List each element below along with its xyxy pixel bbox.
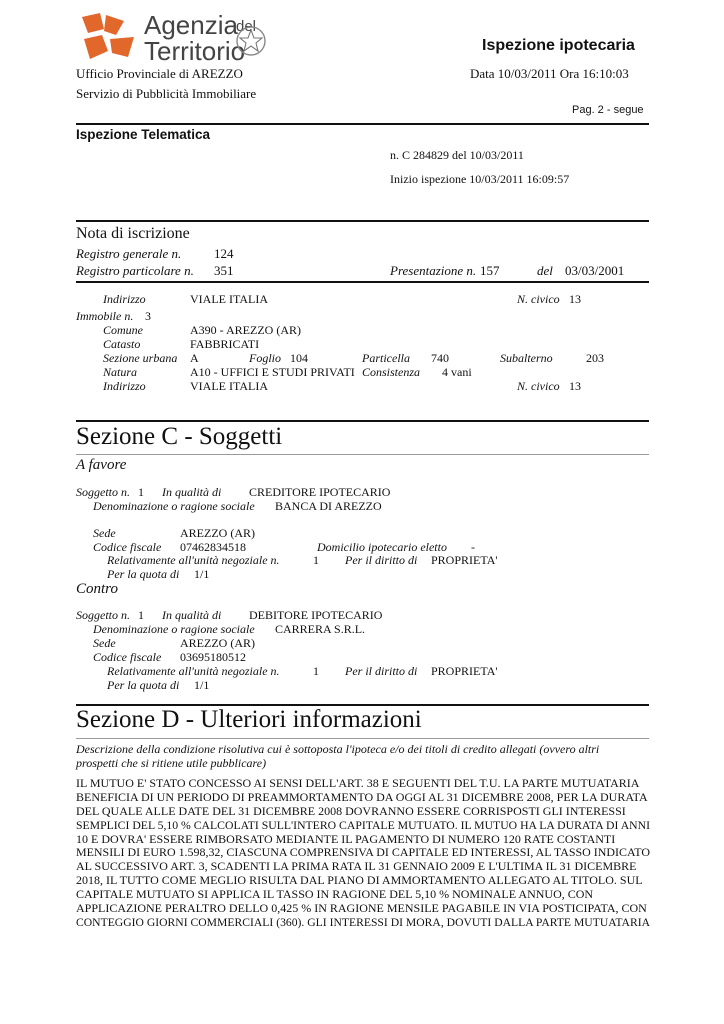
favore-domicilio-value: - — [471, 540, 475, 554]
particella-value: 740 — [431, 351, 449, 365]
favore-cf-label: Codice fiscale — [93, 540, 162, 554]
page-number: Pag. 2 - segue — [572, 104, 644, 116]
reg-part-label: Registro particolare n. — [76, 263, 194, 278]
text-line: IL MUTUO E' STATO CONCESSO AI SENSI DELL'ART. 38 E SEGUENTI DEL T.U. LA PARTE MUTUATARIA — [76, 776, 640, 790]
sezione-value: A — [190, 351, 199, 365]
foglio-value: 104 — [290, 351, 308, 365]
immobile-label: Immobile n. — [76, 309, 134, 323]
favore-sede-value: AREZZO (AR) — [180, 526, 255, 540]
subalterno-value: 203 — [586, 351, 604, 365]
favore-domicilio-label: Domicilio ipotecario eletto — [317, 540, 447, 554]
emblem-icon — [235, 24, 267, 58]
particella-label: Particella — [362, 351, 410, 365]
natura-value: A10 - UFFICI E STUDI PRIVATI — [190, 365, 355, 379]
contro-sede-label: Sede — [93, 636, 116, 650]
indirizzo-value: VIALE ITALIA — [190, 379, 269, 393]
contro-sede-value: AREZZO (AR) — [180, 636, 255, 650]
divider — [76, 420, 649, 422]
contro-qualita-label: In qualità di — [162, 608, 222, 622]
contro-quota-label: Per la quota di — [107, 678, 180, 692]
logo-text-territorio: Territorio — [144, 36, 246, 66]
document-type: Ispezione ipotecaria — [482, 37, 635, 54]
reg-gen-value: 124 — [214, 246, 234, 261]
consistenza-value: 4 vani — [442, 365, 472, 379]
contro-unita-label: Relativamente all'unità negoziale n. — [107, 664, 280, 678]
foglio-label: Foglio — [249, 351, 281, 365]
reg-part-value: 351 — [214, 263, 234, 278]
favore-soggetto-label: Soggetto n. — [76, 485, 130, 499]
contro-soggetto-label: Soggetto n. — [76, 608, 130, 622]
service-name: Servizio di Pubblicità Immobiliare — [76, 86, 257, 101]
favore-quota-label: Per la quota di — [107, 567, 180, 581]
description-line-1: Descrizione della condizione risolutiva cui è sottoposta l'ipoteca e/o dei titoli di credito allegati (ovvero altri — [76, 742, 600, 756]
contro-soggetto-value: 1 — [138, 608, 144, 622]
text-line: AL SUCCESSIVO ART. 3, SCADENTI LA PRIMA RATA IL 31 GENNAIO 2009 E L'ULTIMA IL 31 DICEMBRE — [76, 859, 637, 873]
comune-label: Comune — [103, 323, 143, 337]
catasto-label: Catasto — [103, 337, 141, 351]
description-line-2: prospetti che si ritiene utile pubblicare) — [76, 756, 267, 770]
text-line: CAPITALE MUTUATO SI APPLICA IL TASSO IN RAGIONE DEL 5,10 % NOMINALE ANNUO, CON — [76, 887, 594, 901]
favore-unita-value: 1 — [313, 553, 319, 567]
immobile-number: 3 — [145, 309, 151, 323]
favore-unita-label: Relativamente all'unità negoziale n. — [107, 553, 280, 567]
inspection-number: n. C 284829 del 10/03/2011 — [390, 148, 524, 162]
divider — [76, 123, 649, 125]
favore-diritto-label: Per il diritto di — [345, 553, 418, 567]
text-line: MENSILI DI EURO 1.598,32, CIASCUNA COMPRENSIVA DI CAPITALE ED INTERESSI, AL TASSO INDICATO — [76, 845, 650, 859]
favore-denominazione-label: Denominazione o ragione sociale — [93, 499, 255, 513]
contro-title: Contro — [76, 581, 118, 597]
text-line: CONTEGGIO GIORNI COMMERCIALI (360). GLI INTERESSI DI MORA, DOVUTI DALLA PARTE MUTUATARIA — [76, 915, 650, 929]
subalterno-label: Subalterno — [500, 351, 553, 365]
prev-indirizzo-value: VIALE ITALIA — [190, 292, 269, 306]
logo-text-del: del — [236, 18, 257, 35]
favore-soggetto-value: 1 — [138, 485, 144, 499]
favore-cf-value: 07462834518 — [180, 540, 246, 554]
contro-denominazione-label: Denominazione o ragione sociale — [93, 622, 255, 636]
civico-label: N. civico — [517, 379, 560, 393]
contro-quota-value: 1/1 — [194, 678, 210, 692]
logo-text-agenzia: Agenzia — [144, 10, 238, 40]
divider — [76, 220, 649, 222]
contro-cf-value: 03695180512 — [180, 650, 246, 664]
consistenza-label: Consistenza — [362, 365, 421, 379]
text-line: DEL QUALE ALLE DATE DEL 31 DICEMBRE 2008 DOVRANNO ESSERE CORRISPOSTI GLI INTERESSI — [76, 804, 626, 818]
contro-cf-label: Codice fiscale — [93, 650, 162, 664]
telematica-title: Ispezione Telematica — [76, 127, 211, 142]
text-line: BENEFICIA DI UN PERIODO DI PREAMMORTAMENTO DA OGGI AL 31 DICEMBRE 2008, PER LA DURATA — [76, 790, 648, 804]
contro-unita-value: 1 — [313, 664, 319, 678]
logo-mark-icon — [78, 11, 140, 63]
catasto-value: FABBRICATI — [190, 337, 260, 351]
favore-diritto-value: PROPRIETA' — [431, 553, 498, 567]
presentazione-value: 157 — [480, 263, 500, 278]
favore-denominazione-value: BANCA DI AREZZO — [275, 499, 382, 513]
comune-value: A390 - AREZZO (AR) — [190, 323, 301, 337]
contro-qualita-value: DEBITORE IPOTECARIO — [249, 608, 383, 622]
sezione-c-title: Sezione C - Soggetti — [76, 423, 283, 450]
favore-qualita-label: In qualità di — [162, 485, 222, 499]
text-line: 2018, IL TUTTO COME MEGLIO RISULTA DAL PIANO DI AMMORTAMENTO ALLEGATO AL TITOLO. SUL — [76, 873, 643, 887]
prev-civico-value: 13 — [569, 292, 581, 306]
text-line: SEMPLICI DEL 5,10 % CALCOLATI SULL'INTERO CAPITALE MUTUATO. IL MUTUO HA LA DURATA DI ANNI — [76, 818, 650, 832]
reg-gen-label: Registro generale n. — [76, 246, 182, 261]
nota-title: Nota di iscrizione — [76, 225, 190, 242]
sezione-label: Sezione urbana — [103, 351, 178, 365]
divider — [76, 738, 649, 739]
prev-indirizzo-label: Indirizzo — [103, 292, 146, 306]
sezione-d-title: Sezione D - Ulteriori informazioni — [76, 706, 422, 733]
contro-diritto-value: PROPRIETA' — [431, 664, 498, 678]
office-name: Ufficio Provinciale di AREZZO — [76, 66, 243, 81]
contro-diritto-label: Per il diritto di — [345, 664, 418, 678]
del-value: 03/03/2001 — [565, 263, 625, 278]
contro-denominazione-value: CARRERA S.R.L. — [275, 622, 366, 636]
favore-qualita-value: CREDITORE IPOTECARIO — [249, 485, 391, 499]
presentazione-label: Presentazione n. — [390, 263, 477, 278]
del-label: del — [537, 263, 553, 278]
text-line: 10 E DOVRA' ESSERE RIMBORSATO MEDIANTE IL PAGAMENTO DI NUMERO 120 RATE COSTANTI — [76, 832, 616, 846]
civico-value: 13 — [569, 379, 581, 393]
divider — [76, 454, 649, 455]
text-line: APPLICAZIONE PERALTRO DELLO 0,425 % IN RAGIONE MENSILE PAGABILE IN VIA POSTICIPATA, CON — [76, 901, 647, 915]
natura-label: Natura — [103, 365, 138, 379]
favore-quota-value: 1/1 — [194, 567, 210, 581]
divider — [76, 281, 649, 283]
indirizzo-label: Indirizzo — [103, 379, 146, 393]
favore-title: A favore — [76, 457, 127, 473]
favore-sede-label: Sede — [93, 526, 116, 540]
prev-civico-label: N. civico — [517, 292, 560, 306]
date-time: Data 10/03/2011 Ora 16:10:03 — [470, 66, 629, 81]
inspection-start: Inizio ispezione 10/03/2011 16:09:57 — [390, 172, 570, 186]
